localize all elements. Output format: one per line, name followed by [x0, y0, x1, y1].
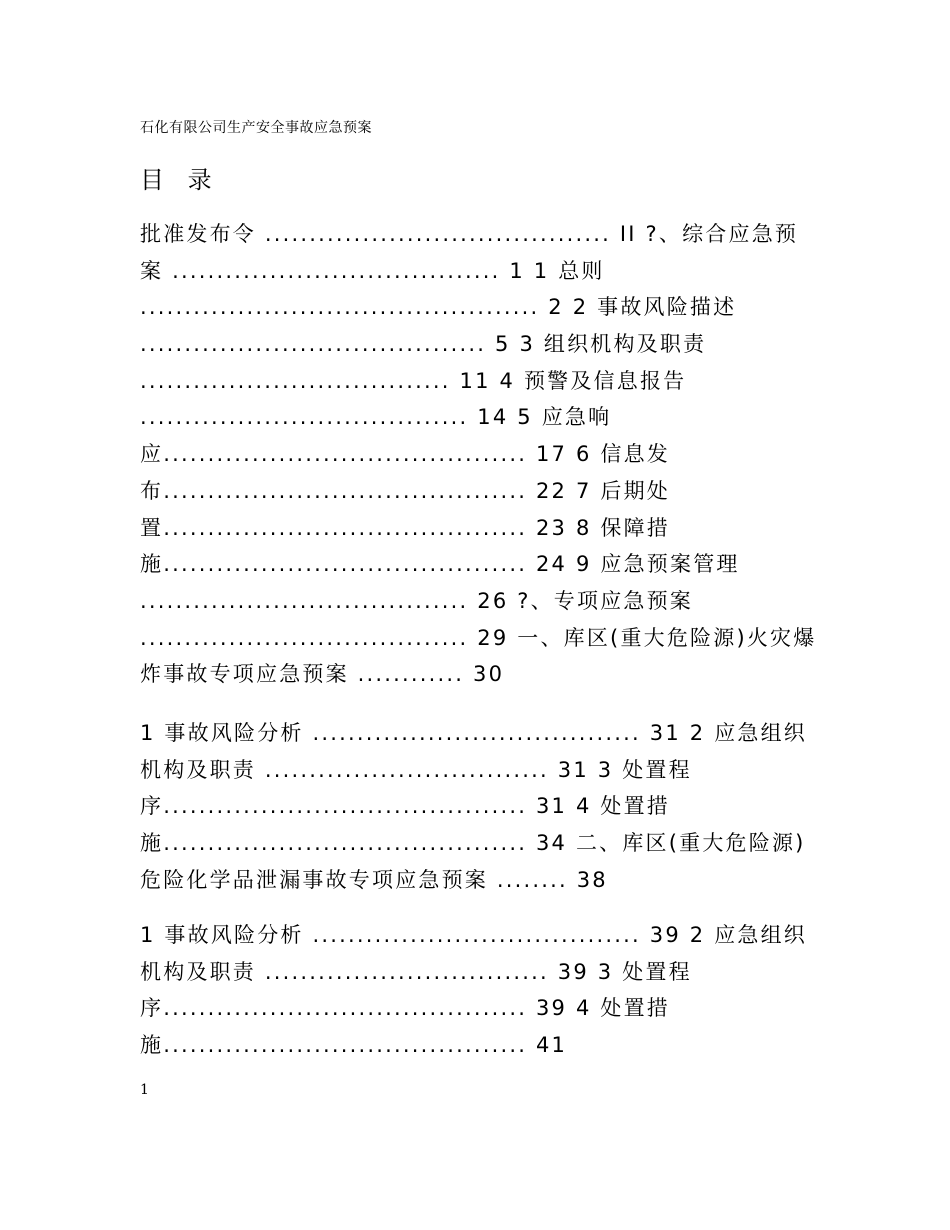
toc-line: 施......................................... 41 [140, 1033, 568, 1058]
toc-line: 机构及职责 ................................ 31 3 处置程 [140, 757, 692, 782]
toc-line: 机构及职责 ................................ 39 3 处置程 [140, 959, 692, 984]
toc-line: 布......................................... 22 7 后期处 [140, 478, 670, 503]
document-header: 石化有限公司生产安全事故应急预案 [140, 120, 372, 136]
toc-line: 危险化学品泄漏事故专项应急预案 ........ 38 [140, 867, 608, 892]
toc-line: ..................................... 29 一、库区(重大危险源)火灾爆 [140, 625, 817, 650]
toc-line: ............................................. 2 2 事故风险描述 [140, 295, 737, 320]
toc-block-1 [140, 216, 820, 693]
toc-line: 置......................................... 23 8 保障措 [140, 515, 670, 540]
toc-line: 施......................................... 34 二、库区(重大危险源) [140, 831, 806, 856]
toc-line: 序......................................... 39 4 处置措 [140, 996, 670, 1021]
toc-line: ................................... 11 4 预警及信息报告 [140, 368, 687, 393]
toc-line: 炸事故专项应急预案 ............ 30 [140, 662, 505, 687]
toc-line: 序......................................... 31 4 处置措 [140, 794, 670, 819]
toc-title: 目 录 [140, 166, 220, 194]
toc-line: ....................................... 5 3 组织机构及职责 [140, 332, 707, 357]
toc-line: 应......................................... 17 6 信息发 [140, 442, 670, 467]
toc-line: ..................................... 26 ?、专项应急预案 [140, 588, 694, 613]
toc-block-2 [140, 715, 820, 898]
page-number: 1 [140, 1082, 149, 1098]
toc-line: ..................................... 14 5 应急响 [140, 405, 612, 430]
toc-line: 案 ..................................... 1 1 总则 [140, 258, 605, 283]
toc-block-3 [140, 917, 820, 1064]
toc-line: 施......................................... 24 9 应急预案管理 [140, 552, 740, 577]
toc-line: 1 事故风险分析 ..................................... 39 2 应急组织 [140, 923, 808, 947]
toc-line: 批准发布令 ....................................... II ?、综合应急预 [140, 222, 799, 246]
toc-line: 1 事故风险分析 ..................................... 31 2 应急组织 [140, 721, 808, 745]
